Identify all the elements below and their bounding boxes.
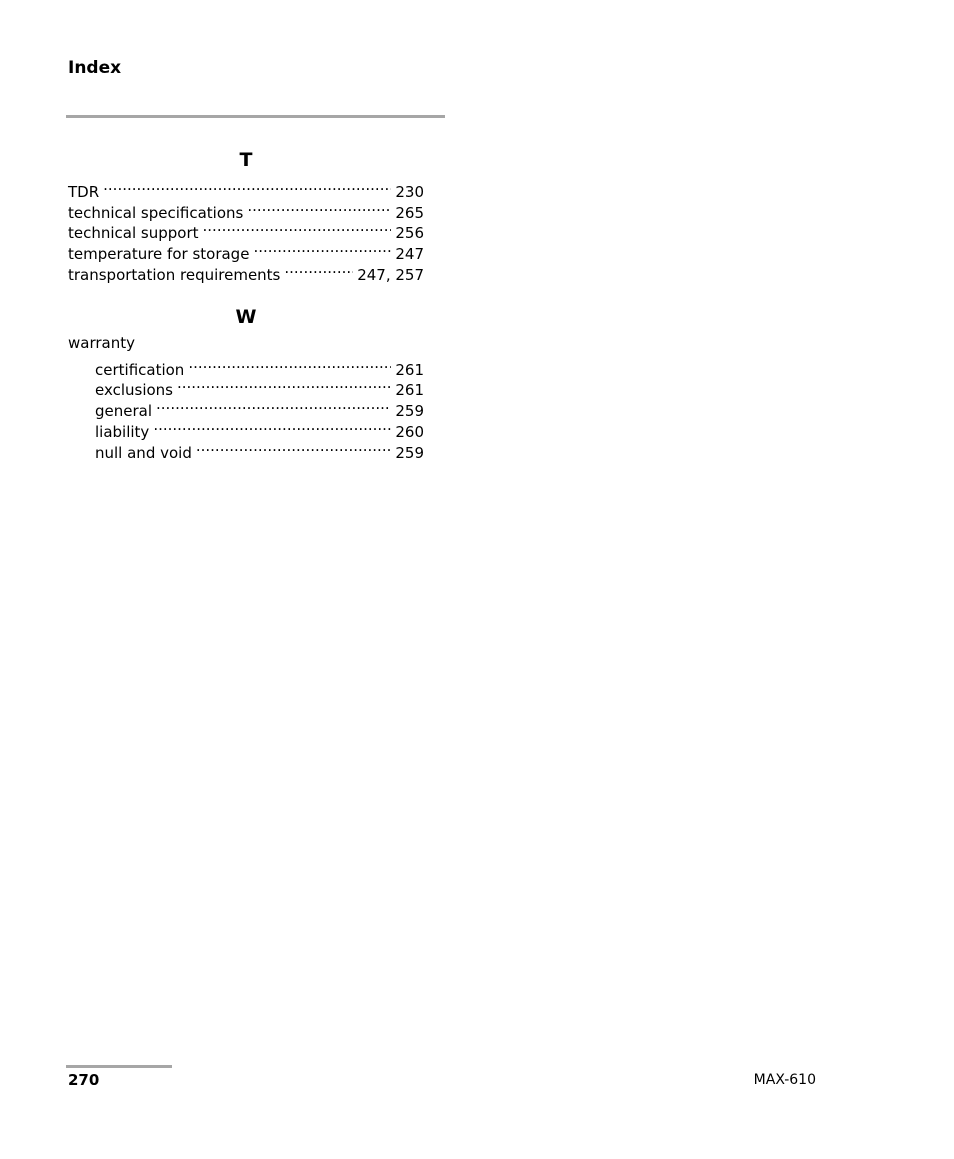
- index-term: general: [95, 402, 153, 421]
- page-header-title: Index: [68, 58, 122, 78]
- page-ref: 259: [395, 402, 424, 421]
- dot-leader: [177, 375, 391, 396]
- page-ref: 260: [395, 422, 424, 441]
- index-term: certification: [95, 360, 185, 379]
- dot-leader: [253, 238, 391, 259]
- product-name: MAX-610: [753, 1072, 816, 1088]
- header-divider: [66, 115, 445, 118]
- index-entry: [68, 197, 424, 222]
- index-heading-term: warranty: [68, 334, 135, 352]
- index-section-t: [68, 148, 424, 284]
- index-term: exclusions: [95, 381, 173, 400]
- page-ref: 265: [395, 203, 424, 222]
- dot-leader: [247, 197, 391, 218]
- page-ref: 247, 257: [357, 265, 424, 284]
- dot-leader: [156, 395, 391, 416]
- dot-leader: [196, 437, 392, 458]
- dot-leader: [153, 416, 391, 437]
- index-term: TDR: [68, 182, 100, 201]
- page-ref: 261: [395, 381, 424, 400]
- dot-leader: [103, 176, 391, 197]
- page-number: 270: [68, 1071, 100, 1089]
- page-ref: 259: [395, 443, 424, 462]
- dot-leader: [188, 354, 391, 375]
- page-ref: 230: [395, 182, 424, 201]
- page-ref: 256: [395, 224, 424, 243]
- index-term: null and void: [95, 443, 192, 462]
- index-term: transportation requirements: [68, 265, 281, 284]
- footer-divider: [66, 1065, 172, 1068]
- index-entry: [68, 176, 424, 201]
- index-term: technical specifications: [68, 203, 244, 222]
- index-term: liability: [95, 422, 150, 441]
- page-ref: 261: [395, 360, 424, 379]
- section-letter: W: [235, 306, 257, 328]
- dot-leader: [284, 259, 353, 280]
- dot-leader: [203, 218, 392, 239]
- index-section-w: [68, 305, 424, 462]
- index-term: temperature for storage: [68, 245, 250, 264]
- page-ref: 247: [395, 245, 424, 264]
- index-subentry: [68, 354, 424, 379]
- section-letter: T: [239, 149, 253, 171]
- index-term: technical support: [68, 224, 199, 243]
